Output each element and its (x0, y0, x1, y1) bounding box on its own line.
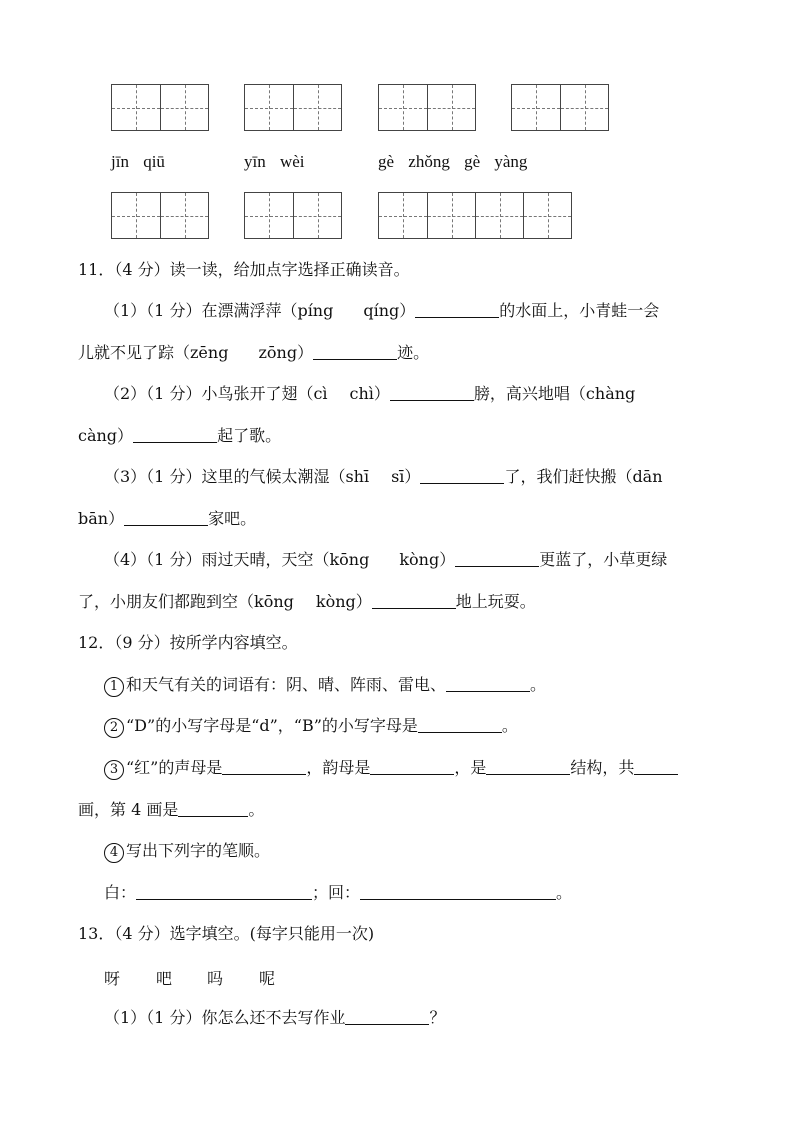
q11-s2a: （2）（1 分）小鸟张开了翅（cì (104, 384, 328, 403)
choice-ba: 吧 (156, 969, 173, 988)
grid-cell (475, 193, 523, 238)
q11-item-1-line-2 (78, 343, 429, 363)
q12-i3d: 结构，共 (570, 758, 635, 777)
circled-number-1: 1 (104, 677, 124, 697)
q11-s4b: kòng） (399, 550, 456, 569)
grid-cell (112, 193, 160, 238)
grid-cell (427, 85, 475, 130)
q12-i3c: ，是 (454, 758, 487, 777)
answer-blank[interactable] (136, 883, 312, 900)
writing-grid-5 (111, 192, 209, 239)
grid-cell (379, 193, 427, 238)
q12-i3a: “红”的声母是 (126, 758, 223, 777)
answer-blank[interactable] (455, 550, 539, 567)
answer-blank[interactable] (222, 758, 306, 775)
q12-item-2 (104, 716, 518, 738)
writing-grid-2 (244, 84, 342, 131)
grid-cell (112, 85, 160, 130)
answer-blank[interactable] (420, 467, 504, 484)
q12-i4: 写出下列字的笔顺。 (126, 841, 271, 860)
answer-blank[interactable] (418, 716, 502, 733)
q11-item-3-line-2 (78, 509, 256, 529)
q12-i2b: 。 (501, 716, 518, 735)
q12-title: 12．（9 分）按所学内容填空。 (78, 633, 298, 652)
q13-title: 13．（4 分）选字填空。(每字只能用一次) (78, 924, 375, 943)
q11-s1b: qíng） (363, 301, 416, 320)
pinyin-gezhonggeyang: gè zhǒng gè yàng (378, 152, 528, 171)
q12-i3f: 。 (248, 800, 265, 819)
q13-item-1 (104, 1008, 445, 1028)
choice-ya: 呀 (104, 969, 121, 988)
q12-hui-label: ；回： (312, 883, 361, 902)
answer-blank[interactable] (133, 426, 217, 443)
q11-s3b: sī） (391, 467, 421, 486)
q11-item-4-line-2 (78, 592, 536, 612)
q13-s1a: （1）（1 分）你怎么还不去写作业 (104, 1008, 346, 1027)
answer-blank[interactable] (446, 675, 530, 692)
grid-cell (427, 193, 475, 238)
q11-item-1-line-1 (104, 301, 659, 321)
q11-s2b: chì） (349, 384, 390, 403)
q12-i1a: 和天气有关的词语有：阴、晴、阵雨、雷电、 (126, 675, 447, 694)
q11-s4e: kòng） (315, 592, 372, 611)
writing-grid-4 (511, 84, 609, 131)
q11-s3d: bān） (78, 509, 125, 528)
grid-cell (245, 193, 293, 238)
q11-s4a: （4）（1 分）雨过天晴，天空（kōng (104, 550, 370, 569)
answer-blank[interactable] (124, 509, 208, 526)
grid-cell (523, 193, 571, 238)
grid-cell (560, 85, 608, 130)
q12-stroke-order-line (104, 883, 572, 903)
q11-item-2-line-2 (78, 426, 281, 446)
q13-s1b: ？ (429, 1008, 446, 1027)
answer-blank[interactable] (634, 758, 678, 775)
q11-s3e: 家吧。 (208, 509, 257, 528)
grid-cell (160, 85, 208, 130)
grid-cell (293, 193, 341, 238)
q11-title: 11．（4 分）读一读，给加点字选择正确读音。 (78, 260, 410, 279)
writing-grid-7 (378, 192, 572, 239)
answer-blank[interactable] (486, 758, 570, 775)
answer-blank[interactable] (415, 301, 499, 318)
q11-s4f: 地上玩耍。 (455, 592, 536, 611)
q11-s1e: zōng） (258, 343, 314, 362)
q11-s4c: 更蓝了，小草更绿 (539, 550, 668, 569)
choice-ma: 吗 (207, 969, 224, 988)
q11-s2e: 起了歌。 (217, 426, 282, 445)
answer-blank[interactable] (360, 883, 556, 900)
answer-blank[interactable] (178, 800, 248, 817)
writing-grid-1 (111, 84, 209, 131)
pinyin-yinwei: yīn wèi (244, 152, 305, 171)
grid-cell (512, 85, 560, 130)
q11-s1c: 的水面上，小青蛙一会 (499, 301, 660, 320)
circled-number-3: 3 (104, 760, 124, 780)
circled-number-2: 2 (104, 718, 124, 738)
q12-item-4 (104, 841, 270, 863)
q11-item-2-line-1 (104, 384, 635, 404)
q12-i3b: ，韵母是 (306, 758, 371, 777)
writing-grid-6 (244, 192, 342, 239)
q12-i3e: 画，第 4 画是 (78, 800, 179, 819)
q11-s2c: 膀，高兴地唱（chàng (473, 384, 636, 403)
writing-grid-3 (378, 84, 476, 131)
q12-i2a: “D”的小写字母是“d”，“B”的小写字母是 (126, 716, 418, 735)
q12-item-1 (104, 675, 546, 697)
q11-s3a: （3）（1 分）这里的气候太潮湿（shī (104, 467, 370, 486)
q12-bai-label: 白： (104, 883, 137, 902)
grid-cell (379, 85, 427, 130)
q11-s3c: 了，我们赶快搬（dān (504, 467, 663, 486)
q12-item-3-line-2 (78, 800, 264, 820)
answer-blank[interactable] (313, 343, 397, 360)
choice-ne: 呢 (259, 969, 276, 988)
pinyin-jinqiu: jīn qiū (111, 152, 165, 171)
q11-s1d: 儿就不见了踪（zēng (78, 343, 229, 362)
circled-number-4: 4 (104, 843, 124, 863)
answer-blank[interactable] (372, 592, 456, 609)
grid-cell (245, 85, 293, 130)
q12-item-3-line-1 (104, 758, 678, 780)
q12-i1b: 。 (530, 675, 547, 694)
q11-s4d: 了，小朋友们都跑到空（kōng (78, 592, 294, 611)
grid-cell (293, 85, 341, 130)
answer-blank[interactable] (345, 1008, 429, 1025)
q11-s1f: 迹。 (397, 343, 430, 362)
grid-cell (160, 193, 208, 238)
q11-item-4-line-1 (104, 550, 667, 570)
q11-s2d: càng） (78, 426, 134, 445)
q11-item-3-line-1 (104, 467, 663, 487)
answer-blank[interactable] (370, 758, 454, 775)
answer-blank[interactable] (390, 384, 474, 401)
q12-end: 。 (556, 883, 573, 902)
q11-s1a: （1）（1 分）在漂满浮萍（píng (104, 301, 334, 320)
